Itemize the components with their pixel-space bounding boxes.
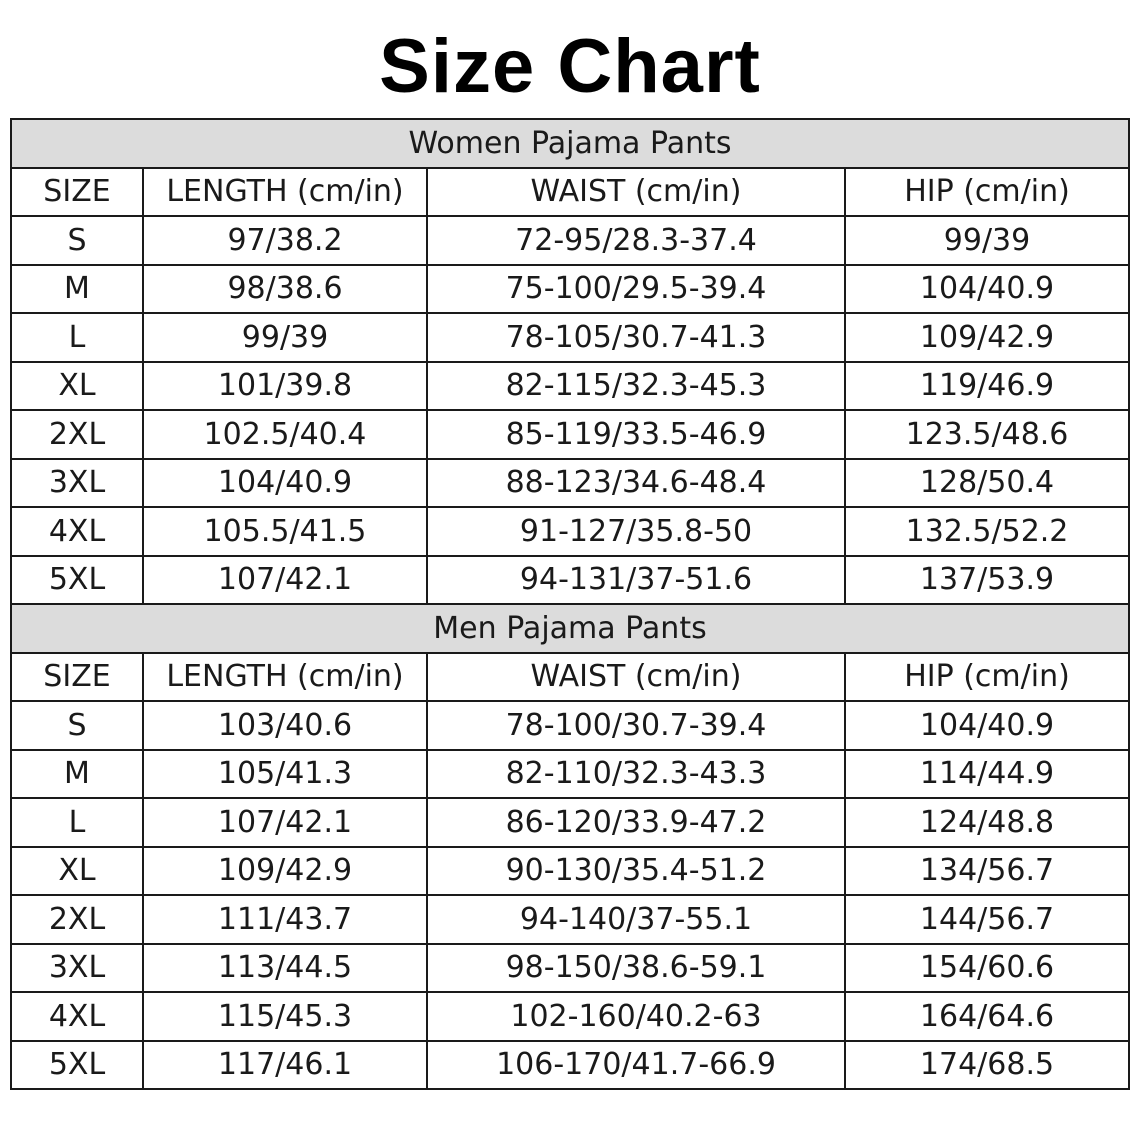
size-chart-table bbox=[10, 118, 1130, 1090]
column-header-waist: WAIST (cm/in) bbox=[427, 653, 845, 702]
size-cell: M bbox=[11, 265, 143, 314]
hip-cell: 124/48.8 bbox=[845, 798, 1129, 847]
waist-cell: 75-100/29.5-39.4 bbox=[427, 265, 845, 314]
column-header-size: SIZE bbox=[11, 168, 143, 217]
hip-cell: 174/68.5 bbox=[845, 1041, 1129, 1090]
hip-cell: 137/53.9 bbox=[845, 556, 1129, 605]
size-cell: 2XL bbox=[11, 410, 143, 459]
column-header-length: LENGTH (cm/in) bbox=[143, 168, 427, 217]
size-cell: 4XL bbox=[11, 507, 143, 556]
waist-cell: 98-150/38.6-59.1 bbox=[427, 944, 845, 993]
waist-cell: 102-160/40.2-63 bbox=[427, 992, 845, 1041]
section-header-row bbox=[11, 604, 1129, 653]
length-cell: 103/40.6 bbox=[143, 701, 427, 750]
table-row bbox=[11, 507, 1129, 556]
table-row bbox=[11, 556, 1129, 605]
length-cell: 104/40.9 bbox=[143, 459, 427, 508]
table-row bbox=[11, 944, 1129, 993]
column-header-row bbox=[11, 653, 1129, 702]
column-header-hip: HIP (cm/in) bbox=[845, 653, 1129, 702]
hip-cell: 104/40.9 bbox=[845, 265, 1129, 314]
waist-cell: 82-115/32.3-45.3 bbox=[427, 362, 845, 411]
waist-cell: 78-100/30.7-39.4 bbox=[427, 701, 845, 750]
hip-cell: 132.5/52.2 bbox=[845, 507, 1129, 556]
column-header-hip: HIP (cm/in) bbox=[845, 168, 1129, 217]
waist-cell: 85-119/33.5-46.9 bbox=[427, 410, 845, 459]
table-row bbox=[11, 313, 1129, 362]
waist-cell: 91-127/35.8-50 bbox=[427, 507, 845, 556]
size-cell: XL bbox=[11, 847, 143, 896]
size-cell: M bbox=[11, 750, 143, 799]
waist-cell: 106-170/41.7-66.9 bbox=[427, 1041, 845, 1090]
length-cell: 117/46.1 bbox=[143, 1041, 427, 1090]
table-row bbox=[11, 459, 1129, 508]
column-header-length: LENGTH (cm/in) bbox=[143, 653, 427, 702]
hip-cell: 144/56.7 bbox=[845, 895, 1129, 944]
waist-cell: 72-95/28.3-37.4 bbox=[427, 216, 845, 265]
length-cell: 101/39.8 bbox=[143, 362, 427, 411]
table-row bbox=[11, 265, 1129, 314]
table-row bbox=[11, 798, 1129, 847]
length-cell: 113/44.5 bbox=[143, 944, 427, 993]
hip-cell: 109/42.9 bbox=[845, 313, 1129, 362]
page-title: Size Chart bbox=[379, 24, 761, 109]
size-cell: 4XL bbox=[11, 992, 143, 1041]
section-title: Women Pajama Pants bbox=[11, 119, 1129, 168]
length-cell: 109/42.9 bbox=[143, 847, 427, 896]
table-row bbox=[11, 410, 1129, 459]
size-cell: 3XL bbox=[11, 944, 143, 993]
column-header-size: SIZE bbox=[11, 653, 143, 702]
section-header-row bbox=[11, 119, 1129, 168]
length-cell: 115/45.3 bbox=[143, 992, 427, 1041]
length-cell: 97/38.2 bbox=[143, 216, 427, 265]
size-cell: S bbox=[11, 701, 143, 750]
table-row bbox=[11, 847, 1129, 896]
length-cell: 98/38.6 bbox=[143, 265, 427, 314]
hip-cell: 154/60.6 bbox=[845, 944, 1129, 993]
hip-cell: 164/64.6 bbox=[845, 992, 1129, 1041]
table-row bbox=[11, 701, 1129, 750]
column-header-waist: WAIST (cm/in) bbox=[427, 168, 845, 217]
hip-cell: 134/56.7 bbox=[845, 847, 1129, 896]
size-cell: S bbox=[11, 216, 143, 265]
waist-cell: 86-120/33.9-47.2 bbox=[427, 798, 845, 847]
waist-cell: 94-131/37-51.6 bbox=[427, 556, 845, 605]
size-cell: L bbox=[11, 798, 143, 847]
length-cell: 111/43.7 bbox=[143, 895, 427, 944]
hip-cell: 104/40.9 bbox=[845, 701, 1129, 750]
hip-cell: 99/39 bbox=[845, 216, 1129, 265]
table-row bbox=[11, 362, 1129, 411]
size-cell: XL bbox=[11, 362, 143, 411]
length-cell: 99/39 bbox=[143, 313, 427, 362]
length-cell: 107/42.1 bbox=[143, 556, 427, 605]
size-cell: 3XL bbox=[11, 459, 143, 508]
table-row bbox=[11, 895, 1129, 944]
waist-cell: 78-105/30.7-41.3 bbox=[427, 313, 845, 362]
hip-cell: 119/46.9 bbox=[845, 362, 1129, 411]
length-cell: 102.5/40.4 bbox=[143, 410, 427, 459]
length-cell: 105.5/41.5 bbox=[143, 507, 427, 556]
section-title: Men Pajama Pants bbox=[11, 604, 1129, 653]
table-row bbox=[11, 216, 1129, 265]
length-cell: 105/41.3 bbox=[143, 750, 427, 799]
waist-cell: 82-110/32.3-43.3 bbox=[427, 750, 845, 799]
size-cell: 5XL bbox=[11, 1041, 143, 1090]
column-header-row bbox=[11, 168, 1129, 217]
hip-cell: 123.5/48.6 bbox=[845, 410, 1129, 459]
hip-cell: 128/50.4 bbox=[845, 459, 1129, 508]
table-row bbox=[11, 750, 1129, 799]
waist-cell: 94-140/37-55.1 bbox=[427, 895, 845, 944]
size-cell: L bbox=[11, 313, 143, 362]
length-cell: 107/42.1 bbox=[143, 798, 427, 847]
waist-cell: 88-123/34.6-48.4 bbox=[427, 459, 845, 508]
size-cell: 5XL bbox=[11, 556, 143, 605]
waist-cell: 90-130/35.4-51.2 bbox=[427, 847, 845, 896]
size-cell: 2XL bbox=[11, 895, 143, 944]
hip-cell: 114/44.9 bbox=[845, 750, 1129, 799]
table-row bbox=[11, 992, 1129, 1041]
table-row bbox=[11, 1041, 1129, 1090]
